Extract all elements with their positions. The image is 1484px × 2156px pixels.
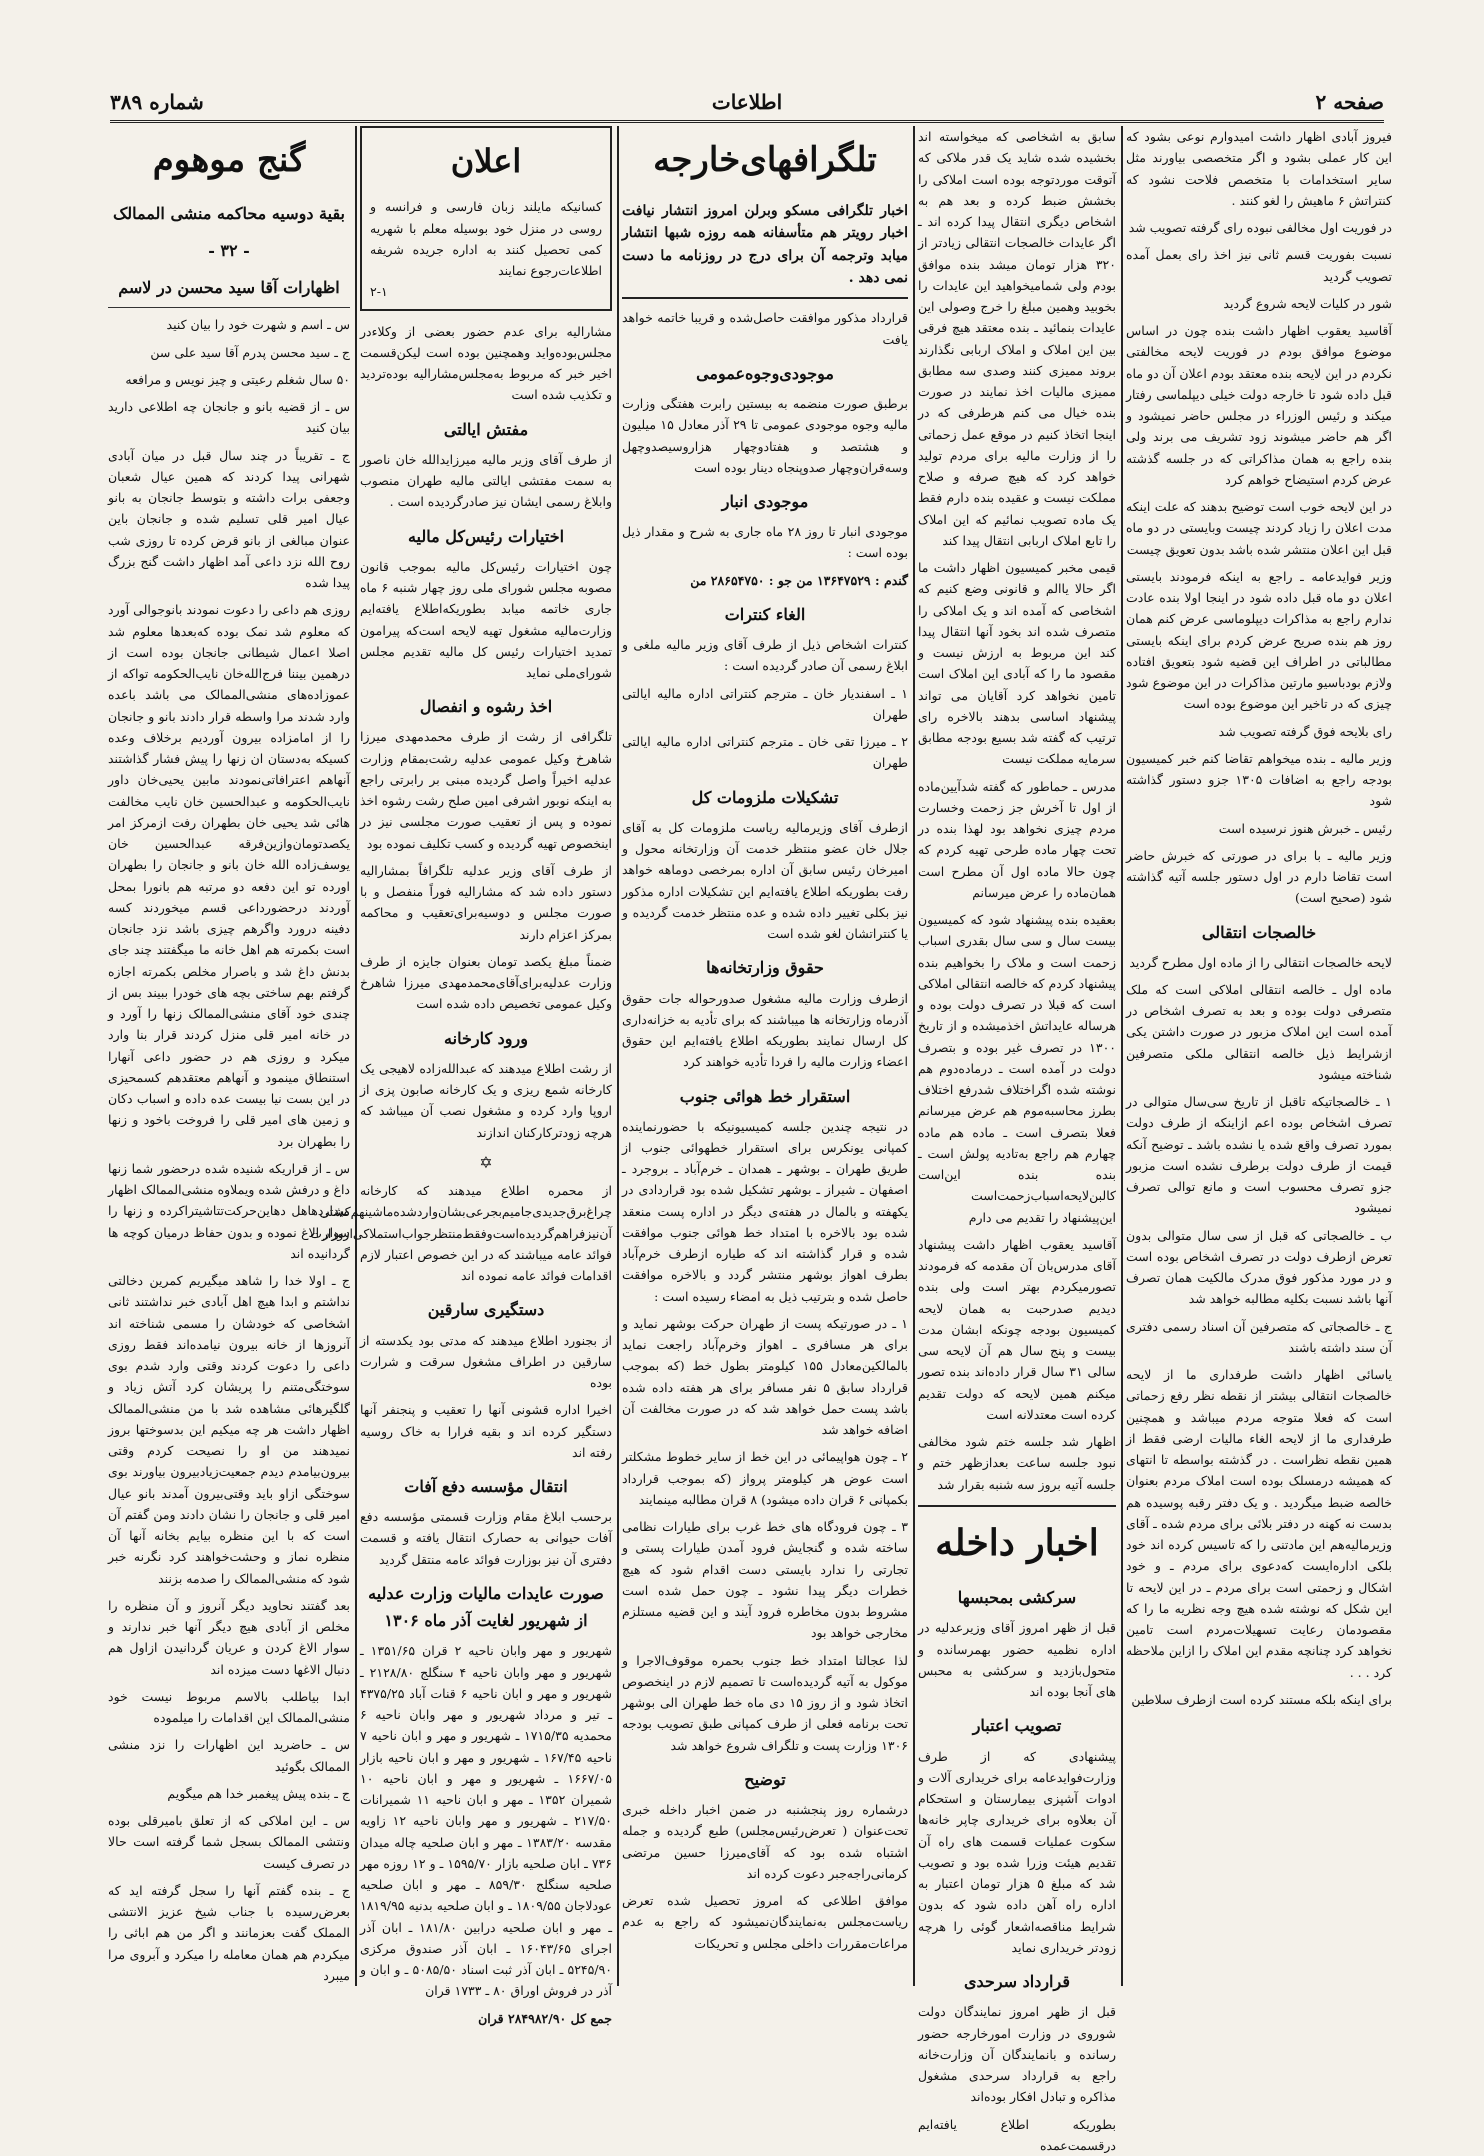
- domestic-news-title: اخبار داخله: [918, 1513, 1116, 1574]
- qa-line: بعد گفتند نحاوید دیگر آنروز و آن منظره را مخلص از آبادی هیچ دیگر آنها خبر ندارند و سوار الاغ کردن و عریان گردانیدن ازاول هم دنبال الاغها دست میزده اند: [108, 1595, 350, 1680]
- column-foreign-telegrams: [622, 126, 908, 1986]
- paragraph: درشماره روز پنجشنبه در ضمن اخبار داخله خبری تحت‌عنوان ( تعرض‌رئیس‌مجلس) طبع گردیده و جمله اشتباه شده بود که آقای‌میرزا حسین مرتضی کرمانی‌راجه‌جبر دعوت کرده اند: [622, 1799, 908, 1884]
- column-parliament-continued: [918, 126, 1116, 1498]
- paragraph: آقاسید یعقوب اظهار داشت پیشنهاد آقای مدرس‌بان آن مقدمه که فرمودند تصورمیکردم بهتر است ولی بنده دیدیم صدرحبت به همان لایحه کمیسیون بودجه چونکه ابشان مدت بیست و پنج سال هم آن لایحه سی سالی ۳۱ سال قرار داده‌اند بنده تصور میکنم همین لایحه که دولت تقدیم کرده است معتدلانه است: [918, 1234, 1116, 1425]
- qa-line: ج ـ تقریباً در چند سال قبل در میان آبادی شهرانی پیدا کردند که همین عیال شعبان وجعفی برات داشته و بتوسط جانجان به بانو عیال امیر قلی تسلیم شده و جانجان باین عنوان مبالغی از بانو قرض کرده تا روزی شب روح الله نزد داعی آمد اظهار داشت گنج بزرگ پیدا شده: [108, 445, 350, 594]
- section-heading: اظهارات آقا سید محسن در لاسم: [108, 274, 350, 301]
- paragraph: از طرف آقای وزیر مالیه میرزاید‌الله خان ناصور به سمت مفتشی ایالتی مالیه طهران منصوب وابلاغ رسمی ایشان نیز صادرگردیده است .: [360, 449, 612, 513]
- column-parliament: [1126, 126, 1392, 1986]
- qa-line: س ـ این املاکی که از تعلق بامیرقلی بوده ونتشی الممالک بسجل شما گرفته است حالا در تصرف کیست: [108, 1810, 350, 1874]
- star-ornament-icon: ✡: [360, 1149, 612, 1176]
- section-heading: تصویب اعتبار: [918, 1712, 1116, 1739]
- advertisement-title: اعلان: [370, 134, 602, 188]
- serial-subtitle: بقیة دوسیه محاکمه منشی الممالک: [108, 200, 350, 227]
- paragraph: ۱ ـ خالصجاتیکه تاقبل از تاریخ سی‌سال متوالی در تصرف اشخاص بوده اعم ازاینکه از طرف دولت بمورد تصرف واقع شده یا نشده باشد ـ توضیح آنکه قیمت از طرف دولت برطرف نشده است مزبور جزو تصرف محسوب است و مانع توالی تصرف نمیشود: [1126, 1091, 1392, 1219]
- paragraph: قبل از ظهر امروز آقای وزیرعدلیه در اداره نظمیه حضور بهمرسانده و متحول‌بازدید و سرکشی به محبس های آنجا بوده اند: [918, 1617, 1116, 1702]
- paragraph: ۲ ـ میرزا تقی خان ـ مترجم کنتراتی اداره مالیه ایالتی طهران: [622, 731, 908, 774]
- column-divider: [913, 126, 915, 1986]
- section-heading: موجودی انبار: [622, 488, 908, 515]
- qa-line: ابدا بیاطلب بالاسم مربوط نیست خود منشی‌الممالک این اقدامات را میلموده: [108, 1686, 350, 1729]
- paragraph: از طرف آقای وزیر عدلیه تلگرافاً بمشارالیه دستور داده شد که مشارالیه فوراً منفصل و با صورت مجلس و دوسیه‌برای‌تعقیب و محاکمه بمرکز اعزام دارند: [360, 860, 612, 945]
- serial-title: گنج موهوم: [108, 132, 350, 190]
- divider: [108, 307, 350, 308]
- paragraph: ج ـ خالصجاتی که متصرفین آن اسناد رسمی دفتری آن سند داشته باشند: [1126, 1316, 1392, 1359]
- paragraph: در نتیجه چندین جلسه کمیسیونیکه با حضورنماینده کمپانی یونکرس برای استقرار خطهوائی جنوب از طریق طهران ـ بوشهر ـ همدان ـ خرم‌آباد ـ بروجرد ـ اصفهان ـ شیراز ـ بوشهر تشکیل شده بود قراردادی در یکهفته و بالمال در هفته‌ی دیگر در اداره پست منعقد شده بود بالاخره با امتداد خط هوائی جنوب موافقت شده و قرار گذاشته اند که طیاره ازطرف خرم‌آباد بطرف اهواز بوشهر منتشر گردد و بالاخره موافقت حاصل شده و بترتیب ذیل به امضاء رسیده است :: [622, 1116, 908, 1307]
- paragraph: نسبت بفوریت قسم ثانی نیز اخذ رای بعمل آمده تصویب گردید: [1126, 244, 1392, 287]
- section-heading: اخذ رشوه و انفصال: [360, 693, 612, 720]
- paragraph: اظهار شد جلسه ختم شود مخالفی نبود جلسه ساعت بعدازظهر ختم و جلسه آتیه بروز سه شنبه بقرار شد: [918, 1431, 1116, 1495]
- paragraph: از بجنورد اطلاع میدهند که مدتی بود یکدسته از سارقین در اطراف مشغول سرقت و شرارت بوده: [360, 1330, 612, 1394]
- paragraph: کنترات اشخاص ذیل از طرف آقای وزیر مالیه ملغی و ابلاغ رسمی آن صادر گردیده است :: [622, 634, 908, 677]
- paragraph: سابق به اشخاصی که میخواسته اند بخشیده شده شاید یک قدر ملاکی که آتوقت موردتوجه بوده است املاکی را بخشش ضبط کرده و بعد هم به اشخاص دیگری انتقال پیدا کرده اند ـ اگر عایدات خالصجات انتقالی زیادتر از ۳۲۰ هزار تومان میشد بنده موافق بودم ولی شمامیخواهید این عایدات را بخوبید وهمین مبلغ را خرج وصولی این عایدات بنمائید ـ بنده معتقد هیچ فرقی بین این املاک و املاک اربابی نگذارند بروند ممیزی کنند وصدی سه مطابق ممیزی مالیات اخذ نمایند در صورت بنده خیال می کنم هرطرفی که در اینجا اتخاذ کنیم در موقع عمل زحماتی را از وزارت مالیه برای مردم تولید خواهد کرد که هیچ صرفه و صلاح مملکت نیست و عقیده بنده دارم فقط یک ماده تصویب نمائیم که این املاک را تابع املاک اربابی انتقال پیدا کند: [918, 126, 1116, 551]
- paragraph: برطبق صورت منضمه به بیستین رابرت هفتگی وزارت مالیه وجوه موجودی عمومی تا ۲۹ آذر معادل ۱۵ میلیون و هشتصد و هفتادوچهار هزاروسیصدوچهل وسه‌قران‌وچهار صدوپنجاه دینار بوده است: [622, 393, 908, 478]
- column-announcements: [360, 126, 612, 1986]
- paragraph: چون اختیارات رئیس‌کل مالیه بموجب قانون مصوبه مجلس شورای ملی روز چهار شنبه ۶ ماه جاری خاتمه میابد بطوریکه‌اطلاع یافته‌ایم وزارت‌مالیه مشغول تهیه لایحه است‌که پیرامون تمدید اختیارات رئیس کل مالیه تقدیم مجلس شورای‌ملی نماید: [360, 556, 612, 684]
- paragraph: رئیس ـ خبرش هنوز نرسیده است: [1126, 818, 1392, 839]
- paragraph: شهریور و مهر وابان ناحیه ۲ قران ۱۳۵۱/۶۵ ـ شهریور و مهر وابان ناحیه ۴ سنگلج ۲۱۲۸/۸۰ ـ شهریور و مهر و ابان ناحیه ۶ قنات آباد ۴۳۷۵/۲۵ ـ تیر و مرداد شهریور و مهر وابان ناحیه ۶ محمدیه ۱۷۱۵/۳۵ ـ شهریور و مهر و ابان ناحیه ۷ ناحیه ۱۶۷/۴۵ ـ شهریور و مهر و ابان ناحیه بازار ۱۶۶۷/۰۵ ـ شهریور و مهر و ابان ناحیه ۱۰ شمیران ۱۳۵۲ ـ مهر و ابان ناحیه ۱۱ شمیرانات ۲۱۷/۵۰ ـ شهریور و مهر وابان ناحیه ۱۲ زاویه مقدسه ۱۳۸۳/۲۰ ـ مهر و ابان صلحیه چاله میدان ۷۳۶ ـ ابان صلحیه بازار ۱۵۹۵/۷۰ ـ و ۱۲ روزه مهر صلحیه سنگلج ۸۵۹/۳۰ ـ مهر و ابان صلحیه عودلاجان ۱۸۰۹/۵۵ ـ و ابان صلحیه بدنیه ۱۸۱۹/۹۵ ـ مهر و ابان صلحیه درابین ۱۸۱/۸۰ ـ ابان آذر اجرای ۱۶۰۴۳/۶۵ ـ ابان آذر صندوق مرکزی ۵۲۴۵/۹۰ ـ ابان آذر ثبت اسناد ۵۰۸۵/۵۰ ـ و ابان و آذر در فروش اوراق ۸۰ ـ ۱۷۳۳ قران: [360, 1640, 612, 2001]
- total-line: جمع کل ۲۸۴۹۸۲/۹۰ قران: [360, 2008, 612, 2029]
- paragraph: آقاسید یعقوب اظهار داشت بنده چون در اساس موضوع موافق بودم در فوریت لایحه مخالفتی نکردم در این لایحه بنده معتقد بودم اعلان آن دو ماه قبل داده شود تا خارجه دولت خیلی دیپلماسی رفتار میکند و رئیس الوزراء در مجلس حاضر نمیشود و اگر هم حاضر میشوند زود تشریف می برند ولی بنده راجع به همان مذاکراتی که در جلسه گذشته عرض کردم استیضاح خواهم کرد: [1126, 320, 1392, 490]
- section-heading: قرارداد سرحدی: [918, 1968, 1116, 1995]
- issue-number: شماره ۳۸۹: [110, 90, 204, 114]
- paragraph: مشارالیه برای عدم حضور بعضی از وکلاءدر مجلس‌بوده‌واید وهمچنین بوده است لیکن‌قسمت اخیر خبر که مربوط به‌مجلس‌مشارالیه بوده‌تردید و تکذیب شده است: [360, 321, 612, 406]
- paragraph: لذا عجالتا امتداد خط جنوب بحمره موقوف‌الاجرا و موکول به آتیه گردیده‌است تا تصمیم لازم در اینخصوص اتخاذ شود و از روز ۱۵ دی ماه خط طهران الی بوشهر تحت برنامه فعلی از طرف کمپانی طبق تصویب بودجه ۱۳۰۶ وزارت پست و تلگراف شروع خواهد شد: [622, 1650, 908, 1756]
- paragraph: رای بلایحه فوق گرفته تصویب شد: [1126, 721, 1392, 742]
- paragraph: موجودی انبار تا روز ۲۸ ماه جاری به شرح و مقدار ذیل بوده است :: [622, 521, 908, 564]
- qa-line: س ـ از قضیه بانو و جانجان چه اطلاعی دارید بیان کنید: [108, 396, 350, 439]
- section-heading: حقوق وزارتخانه‌ها: [622, 954, 908, 981]
- paragraph: ۱ ـ در صورتیکه پست از طهران حرکت بوشهر نماید و برای هر مسافری ـ اهواز وخرم‌آباد راجعت نماید بالمالکین‌معادل ۱۵۵ کیلومتر بطول خط (که بموجب قرارداد سابق ۵ نفر مسافر برای هر هفته داده شده باشد پست حمل خواهد شد که در صورت مخالفت آن اضافه خواهد شد: [622, 1313, 908, 1441]
- qa-line: س ـ از قراریکه شنیده شده درحضور شما زنها داغ و درفش شده ویملاوه منشی‌الممالک اظهار میداردهاهل دهاین‌حرکت‌تتاشیتراکرده و زنها را سوار الاغ نموده و بدون حفاظ درمیان کوچه ها گردانیده اند: [108, 1158, 350, 1264]
- paragraph: در فوریت اول مخالفی نبوده رای گرفته تصویب شد: [1126, 217, 1392, 238]
- paragraph: فیروز آبادی اظهار داشت امیدوارم نوعی بشود که این کار عملی بشود و اگر متخصصی بیاورند مثل سایر استخدامات با متخصص فلاحت نشود که کنتراتش ۶ ماهیش را لغو کنند .: [1126, 126, 1392, 211]
- qa-line: س ـ اسم و شهرت خود را بیان کنید: [108, 314, 350, 335]
- telegrams-lead: اخبار تلگرافی مسکو وبرلن امروز انتشار نیافت اخبار رویتر هم متأسفانه همه روزه شبها انتشار میابد وترجمه آن برای درج در روزنامه ما دست نمی دهد .: [622, 200, 908, 290]
- qa-line: روزی هم داعی را دعوت نمودند بانوجوالی آورد که معلوم شد نمک بوده که‌بعدها معلوم شد اصلا اعمال شیطانی جانجان بوده است از درهمین بیننا فرج‌الله‌خان نایب‌الحکومه تواکه از عموزاده‌های منشی‌الممالک می باشد باعده وارد شدند مرا واسطه قرار دادند بانو و جانجان را از امامزاده بیرون آوردیم برخلاف وعده‌ کسیکه به‌دستان ان زنها را پیش فشار گذاشتند آنهاهم اعترافاتی‌نمودند مابین یحیی‌خان داور نایب‌الحکومه و عبدالحسین خان نایب مخالفت هائی شد یحیی خان بطهران رفت ازمرکز امر یکصدتومان‌وازین‌فرقه عبدالحسین خان یوسف‌زاده الله خان بانو و جانجان را بطهران اورده تو این دفعه دو مرتبه هم بانورا بمحل آوردند درحضورداعی قسم میخوردند کسه دفینه درورد واگرهم چیزی باشد نزد جانجان است بکمرته هم اهل خانه ما میگفتند چند جای بدنش داغ شد و باصرار مخلص بکمرته اجازه گرفتم بهم ساختی بچه های خودرا ببیند بس از چندی خود آقای منشی‌الممالک زنها را آورد و در خانه امیر قلی منزل کردند قرار بنا وارد میکرد و روزی هم در حضور داعی آنهارا استنطاق مینمود و آنهاهم معتقدهم کسمحیزی در این بست نیا بیست عده داده و اسباب دکان و زمین های امیر قلی را فروخت باخود و زنها را بطهران برد: [108, 599, 350, 1152]
- paragraph: از رشت اطلاع میدهند که عبدالله‌زاده لاهیجی یک کارخانه شمع ریزی و یک کارخانه صابون پزی از اروپا وارد کرده و مشغول نصب آن میباشد که هرچه زودترکارکنان اندازند: [360, 1058, 612, 1143]
- section-heading: الغاء کنترات: [622, 601, 908, 628]
- paragraph: مدرس ـ حماطور که گفته شدآیین‌ماده از اول تا آخرش جز زحمت وخسارت مردم چیزی نخواهد بود لهذا بنده در تحت چهار ماده طرحی تهیه کردم که چون حالا ماده اول آن مطرح است همان‌ماده را عرض میرسانم: [918, 776, 1116, 904]
- section-heading: ورود کارخانه: [360, 1025, 612, 1052]
- telegrams-title: تلگرافهای‌خارجه: [622, 132, 908, 190]
- section-heading: سرکشی بمحبسها: [918, 1584, 1116, 1611]
- section-heading: موجودی‌وجوه‌عمومی: [622, 360, 908, 387]
- paragraph: وزیر مالیه ـ با برای در صورتی که خبرش حاضر است تقاضا دارم در اول دستور جلسه آتیه گذاشته شود (صحیح است): [1126, 845, 1392, 909]
- section-heading: مفتش ایالتی: [360, 416, 612, 443]
- paragraph: وزیر فوایدعامه ـ راجع به اینکه فرمودند بایستی اعلان دو ماه قبل داده شود در اینجا اولا بنده عادت ندارم راجع به مذاکرات دیپلوماسی عرض کنم همان روز هم بنده صریح عرض کردم برای اینکه بایستی مطالباتی در اطراف این قضیه شود بتعویق افتاده ولازم بودباسیو مارتین مذاکرات در این موضوع شود چیزی که در تاخیر این موضوع بوده است: [1126, 566, 1392, 715]
- page-number: صفحه ۲: [1316, 90, 1384, 114]
- section-heading: تشکیلات ملزومات کل: [622, 784, 908, 811]
- section-heading: توضیح: [622, 1766, 908, 1793]
- qa-line: ج ـ سید محسن پدرم آقا سید علی سن: [108, 342, 350, 363]
- paragraph: ازطرف وزارت مالیه مشغول صدورحواله جات حقوق آذرماه وزارتخانه ها میباشند که برای تأدیه به خزانه‌داری کل ارسال نمایند بطوریکه اطلاع یافته‌ایم این حقوق اعضاء وزارت مالیه را فردا تأدیه خواهند کرد: [622, 988, 908, 1073]
- paragraph: بعقیده بنده پیشنهاد شود که کمیسیون بیست سال و سی سال بقدری اسباب زحمت است و ملاک را بخواهیم بنده پیشنهاد کردم که خالصه انتقالی املاکی است که قبلا در تصرف دولت بوده و هرساله عایداتش اخذمیشده و از تاریخ ۱۳۰۰ در تصرف غیر بوده و بتصرف دولت در آمده است ـ درماده‌دوم هم نوشته شده اگراختلاف شدرفع اختلاف بطرز محاسبه‌موم هم عرض میرسانم فعلا بتصرف است ـ ماده هم ماده چهارم هم راجع به‌تادیه پولش است ـ بنده بنده این‌است کالبن‌لایحه‌اسباب‌زحمت‌است این‌پیشنهاد را تقدیم می دارم: [918, 909, 1116, 1228]
- telegrams-header-box: [622, 132, 908, 299]
- qa-line: ۵۰ سال شغلم رعیتی و چیز نویس و مرافعه: [108, 369, 350, 390]
- section-heading: استقرار خط هوائی جنوب: [622, 1083, 908, 1110]
- qa-line: ج ـ بنده گفتم آنها را سجل گرفته اید که بعرض‌رسیده با جناب شیخ عزیز الانتشی المملک گفت بعزمانند و اگر من هم اباثی را میکردم هم همان معامله را میکرد و آبروی مرا میبرد: [108, 1880, 350, 1986]
- paragraph: قبل از ظهر امروز نمایندگان دولت شوروی در وزارت امورخارجه حضور رسانده و بانمایندگان آن وزارت‌خانه راجع به قرارداد سرحدی مشغول مذاکره و تبادل افکار بوده‌اند: [918, 2001, 1116, 2107]
- paragraph: در این لایحه خوب است توضیح بدهند که علت اینکه مدت اعلان را زیاد کردند چیست وبایستی در دو ماه قبل این اعلان منتشر شده باشد بدون تعویق چیست: [1126, 496, 1392, 560]
- paragraph: ۱ ـ اسفندیار خان ـ مترجم کنتراتی اداره مالیه ایالتی طهران: [622, 683, 908, 726]
- paragraph: یاسائی اظهار داشت طرفداری ما از لایحه خالصجات انتقالی بیشتر از نقطه نظر رفع زحماتی است که فعلا متوجه مردم میباشد و همچنین طرفداری ما از لایحه الغاء مالیات ارضی فقط از همین نقطه نظراست . در گذشته بواسطه تا انتهای که همیشه درمسلک بوده است املاک مردم بعنوان خالصه ضبط میگردید . و یک دفتر رقبه پوسیده هم بدست نه کهنه در دفتر بلائی برای مردم شده ـ آقای وزیرمالیه‌هم این مادتنی را که تاسیس کرده اند خود بلکی اداره‌ایست که‌دعوی برای مردم ـ و خود اشکال و زحمتی است برای مردم ـ در این لایحه تا این شکل که نوشته شده هیچ وجه نظریه ما را که مقصودمان رعایت تسهیلات‌مردم است تامین نخواهد کرد چنانچه مقدم این املاک را ازاین ملاحظه کرد . . .: [1126, 1364, 1392, 1683]
- section-heading: خالصجات انتقالی: [1126, 919, 1392, 946]
- paragraph: ۳ ـ چون فرودگاه های خط غرب برای طیارات نظامی ساخته شده و گنجایش فرود آمدن طیارات پستی و تجارتی را ندارد بایستی دست اقدام شود که هیچ خطرات دیگر پیدا نشود ـ چون حمل شده است مشروط بدون مخاطره فرود آیند و این قضیه مستلزم مخارجی خواهد بود: [622, 1516, 908, 1644]
- column-imaginary-treasure: [108, 126, 350, 1986]
- advertisement-box: [360, 126, 612, 311]
- qa-line: س ـ حاضرید این اظهارات را نزد منشی الممالک بگوئید: [108, 1734, 350, 1777]
- paragraph: ضمناً مبلغ یکصد تومان بعنوان جایزه از طرف وزارت عدلیه‌برای‌آقای‌محمدمهدی میرزا شاهرخ وکیل عمومی تخصیص داده شده است: [360, 951, 612, 1015]
- paragraph: بطوریکه اطلاع یافته‌ایم درقسمت‌عمده: [918, 2114, 1116, 2156]
- paragraph: شور در کلیات لایحه شروع گردید: [1126, 293, 1392, 314]
- paragraph: پیشنهادی که از طرف وزارت‌فوایدعامه برای خریداری آلات و ادوات آشپزی بیمارستان و استحکام آن بعلاوه برای خریداری چاپر خانه‌ها سکوت عملیات قسمت های راه آن تقدیم هیئت وزرا شده بود و تصویب شد که مبلغ ۵ هزار تومان اعتبار به اداره راه آهن داده شود که بدون شرایط مناقصه‌اشعار گوئی را هرچه زودتر خریداری نماید: [918, 1746, 1116, 1959]
- serial-number: - ۳۲ -: [108, 237, 350, 264]
- paragraph: اخیرا اداره قشونی آنها را تعقیب و پنجنفر آنها دستگیر کرده اند و بقیه فرارا به خاک روسیه رفته اند: [360, 1399, 612, 1463]
- paragraph: از محمره اطلاع میدهند که کارخانه چراغ‌برق‌جدیدی‌جامیم‌بجرعی‌بشان‌وارد‌شده‌ماشینهم‌کشتی آن‌نیزفراهم‌گردیده‌است‌وفقط‌منتظر‌جواب‌استملاکی‌ازوزارت فوائد عامه میباشند که در این خصوص اعتبار لازم اقدامات فوائد عامه نموده اند: [360, 1180, 612, 1286]
- section-heading: اختیارات رئیس‌کل مالیه: [360, 523, 612, 550]
- paragraph: ازطرف آقای وزیرمالیه ریاست ملزومات کل به آقای جلال خان عضو منتظر خدمت آن وزارتخانه محول و امیرخان رئیس سابق آن اداره بمرخصی دوماهه خواهد رفت بطوریکه اطلاع یافته‌ایم این تشکیلات اداره مذکور نیز بکلی تغییر داده شده و عده منتظر خدمت گردیده و یا کنتراتشان لغو شده است: [622, 817, 908, 945]
- paragraph: قرارداد مذکور موافقت حاصل‌شده و قریبا خاتمه خواهد یافت: [622, 307, 908, 350]
- paragraph: برای اینکه بلکه مستند کرده است ازطرف سلاطین: [1126, 1689, 1392, 1710]
- section-heading: صورت عایدات مالیات وزارت عدلیه از شهریور لغایت آذر ماه ۱۳۰۶: [360, 1580, 612, 1634]
- section-heading: دستگیری سارقین: [360, 1296, 612, 1323]
- domestic-news-box: [918, 1505, 1116, 1987]
- paragraph: وزیر مالیه ـ بنده میخواهم تقاضا کنم خبر کمیسیون بودجه راجع به اضافات ۱۳۰۵ جزو دستور گذاشته شود: [1126, 748, 1392, 812]
- paragraph: گندم : ۱۳۶۴۷۵۲۹ من جو : ۲۸۶۵۴۷۵۰ من: [622, 570, 908, 591]
- advertisement-ref: ۲-۱: [370, 281, 602, 302]
- page-header: [110, 90, 1384, 118]
- paragraph: ۲ ـ چون هواپیمائی در این خط از سایر خطوط مشکلتر است عوض هر کیلومتر پرواز (که بموجب قرارداد بکمپانی ۶ قران داده میشود) ۸ قران مطالبه مینمایند: [622, 1446, 908, 1510]
- paragraph: ب ـ خالصجاتی که قبل از سی سال متوالی بدون تعرض ازطرف دولت در تصرف اشخاص بوده است و در مورد مذکور فوق مدرک مالکیت همان تصرف آنها باشد نسبت بکلیه مطالبه خواهد شد: [1126, 1225, 1392, 1310]
- column-divider: [617, 126, 619, 1986]
- paragraph: ماده اول ـ خالصه انتقالی املاکی است که ملک متصرفی دولت بوده و بعد به تصرف اشخاص در آمده است این املاک مزبور در صورت داشتن یکی ازشرایط ذیل خالصه انتقالی ملکی متصرفین شناخته میشود: [1126, 979, 1392, 1085]
- paragraph: قیمی مخبر کمیسیون اظهار داشت ما اگر حالا یاالم و قانونی وضع کنیم که اشخاصی که آمده اند و یک املاکی را متصرف شده اند بخود آنها انتقال پیدا کند این مربوط به ارزش نیست و مقصود ما را که آبادی این املاک است تامین نخواهد کرد آقایان می تواند پیشنهاد اساسی بدهند بالاخره رای ترتیب که گفته شد بسیع بودجه مطابق سرمایه مملکت نیست: [918, 557, 1116, 770]
- paragraph: برحسب ابلاغ مقام وزارت قسمتی مؤسسه دفع آفات حیوانی به حصارک انتقال یافته و قسمت دفتری آن نیز بوزارت فوائد عامه منتقل گردید: [360, 1506, 612, 1570]
- qa-line: ج ـ بنده پیش پیغمبر خدا هم میگویم: [108, 1783, 350, 1804]
- column-divider: [1121, 126, 1123, 1986]
- paragraph: تلگرافی از رشت از طرف محمدمهدی میرزا شاهرخ وکیل عمومی عدلیه رشت‌بمقام وزارت عدلیه اخیراً واصل گردیده مبنی بر رابرتی راجع به اینکه نوبور اشرفی امین صلح رشت رشوه اخذ نموده و پس از تعقیب صورت مجلسی نیز در اینخصوص تهیه گردیده و کسب تکلیف نموده بود: [360, 726, 612, 854]
- advertisement-text: کسانیکه مایلند زبان فارسی و فرانسه و روسی در منزل خود بوسیله معلم با شهریه کمی تحصیل کنند به اداره جریده شریفه اطلاعات‌رجوع نمایند: [370, 196, 602, 281]
- paragraph: موافق اطلاعی که امروز تحصیل شده تعرض ریاست‌مجلس به‌نمایندگان‌نمیشود که راجع به عدم مراعات‌مقررات داخلی مجلس و تحریکات: [622, 1890, 908, 1954]
- section-heading: انتقال مؤسسه دفع آفات: [360, 1473, 612, 1500]
- header-rule: [110, 120, 1384, 123]
- paragraph: لایحه خالصجات انتقالی را از ماده اول مطرح گردید: [1126, 952, 1392, 973]
- qa-line: ج ـ اولا خدا را شاهد میگیریم کمرین دخالتی نداشتم و ابدا هیچ اهل آبادی خبر نداشتند ثانی اشخاصی که خودشان را مسمی شناخته اند آنروزها از خانه بیرون نیامده‌اند فقط روزی داعی را دعوت کردند وقتی وارد شدم بوی سوختگی‌متنم را پریشان کرد آتش زیاد و گلگیرهائی مشاهده شد با من منشی‌الممالک اظهار داشت هر چه میکیم این بدسوختها بروز نمیدهند من او را نصیحت کردم وقتی بیرون‌بیامدم دیدم جمعیت‌زیادبیرون بیاورند بوی سوختگی ازاو باید وقتی‌بیرون آمدند بانو عیال امیر قلی و جانجان را نشان دادند ومن گفتم آن است که با این منظره بیایم بخانه آنها آن منظره نماز و وحشت‌خواهند کرد نگرنه خبر شود که منشی‌الممالک را صدمه بزنند: [108, 1270, 350, 1589]
- newspaper-name: اطلاعات: [110, 90, 1384, 114]
- column-divider: [355, 126, 357, 1986]
